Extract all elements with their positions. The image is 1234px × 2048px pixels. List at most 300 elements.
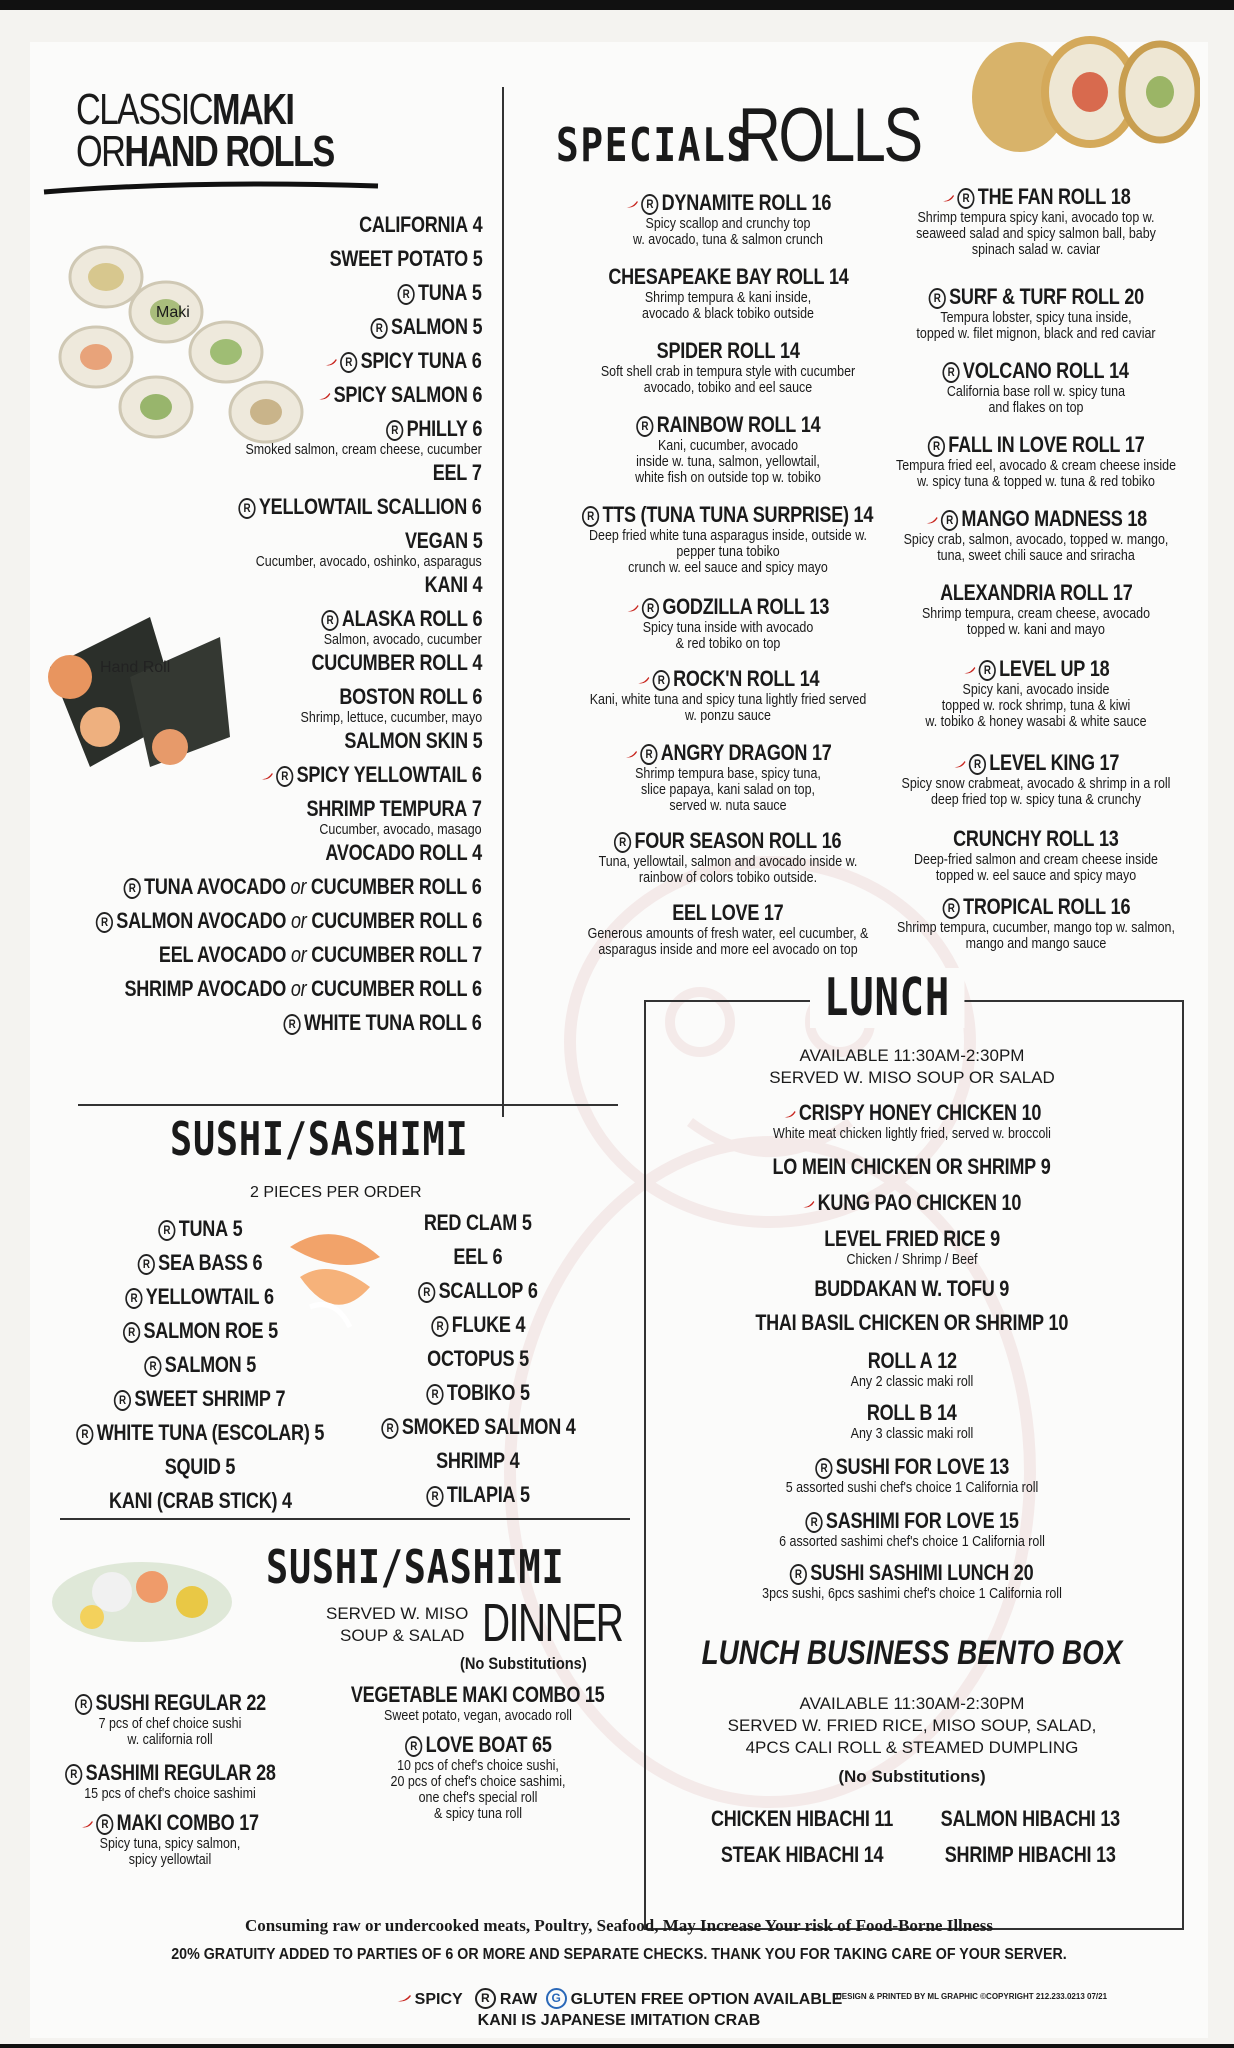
item-name-part: EEL AVOCADO [158, 942, 287, 967]
item-name: TUNA [418, 280, 468, 305]
footer-gratuity: 20% GRATUITY ADDED TO PARTIES OF 6 OR MORE AND SEPARATE CHECKS. THANK YOU FOR TAKING CARE OF YOUR SERVER. [171, 1946, 1067, 1963]
specials-roll-description: and flakes on top [988, 400, 1084, 416]
classic-maki-item [0, 382, 482, 408]
item-name-line [925, 506, 1147, 532]
sushi-item [278, 1244, 678, 1270]
item-price: 20 [1124, 284, 1144, 309]
item-price: 10 [1048, 1310, 1069, 1335]
item-name: SASHIMI FOR LOVE [825, 1508, 995, 1533]
raw-icon: R [641, 194, 658, 215]
item-price: 17 [811, 740, 832, 765]
dinner-description: spicy yellowtail [128, 1852, 212, 1868]
specials-roll-description: slice papaya, kani salad on top, [640, 782, 815, 798]
item-name-line [398, 280, 482, 306]
item-name-line [928, 284, 1143, 310]
specials-roll-description: Deep fried white tuna asparagus inside, outside w. [589, 528, 867, 544]
item-name: SALMON SKIN [343, 728, 468, 753]
specials-roll-description: avocado, tobiko and eel sauce [643, 380, 813, 396]
item-price: 6 [492, 1244, 503, 1269]
specials-roll-item [796, 580, 1234, 606]
item-price: 10 [1021, 1100, 1041, 1125]
item-name-line [418, 1278, 538, 1304]
item-price: 16 [1110, 894, 1130, 919]
bento-served-1: SERVED W. FRIED RICE, MISO SOUP, SALAD, [727, 1716, 1097, 1735]
dinner-item [278, 1682, 678, 1708]
lunch-item [644, 1226, 1180, 1252]
lunch-item-description: White meat chicken lightly fried, served w. broccoli [773, 1126, 1051, 1142]
item-name: SUSHI SASHIMI LUNCH [810, 1560, 1010, 1585]
item-name: EEL [433, 460, 468, 485]
raw-icon: R [158, 1220, 175, 1241]
dinner-description: & spicy tuna roll [433, 1806, 523, 1822]
item-price: 13 [989, 1454, 1009, 1479]
item-name-line [124, 874, 482, 900]
specials-roll-item [796, 750, 1234, 776]
sushi-item [278, 1482, 678, 1508]
dinner-description: 10 pcs of chef's choice sushi, [397, 1758, 559, 1774]
item-name: CALIFORNIA [358, 212, 468, 237]
spicy-pepper-icon [627, 603, 640, 613]
specials-roll-description: Shrimp tempura, cream cheese, avocado [921, 606, 1151, 622]
item-price: 4 [565, 1414, 576, 1439]
bento-availability: AVAILABLE 11:30AM-2:30PM [799, 1694, 1025, 1713]
item-price: 6 [472, 494, 482, 519]
raw-icon: R [65, 1764, 82, 1785]
item-price: 5 [472, 728, 482, 753]
item-price: 18 [1089, 656, 1110, 681]
classic-maki-item [0, 314, 482, 340]
dinner-title-2: DINNER [482, 1593, 623, 1653]
item-name: TUNA [178, 1216, 228, 1241]
specials-roll-description: w. ponzu sauce [685, 708, 771, 724]
item-price: 9 [999, 1276, 1010, 1301]
spicy-pepper-icon [963, 665, 976, 675]
spicy-pepper-icon [953, 759, 966, 769]
item-price: 5 [267, 1318, 278, 1343]
item-name: KANI [424, 572, 468, 597]
sushi-item [278, 1210, 678, 1236]
item-name: CUCUMBER ROLL [311, 650, 468, 675]
raw-icon: R [431, 1316, 448, 1337]
item-name: DYNAMITE ROLL [661, 190, 807, 215]
sushi-item [278, 1414, 678, 1440]
item-name: THAI BASIL CHICKEN OR SHRIMP [755, 1310, 1045, 1335]
item-price: 7 [275, 1386, 286, 1411]
item-price: 4 [509, 1448, 520, 1473]
item-name-line [359, 212, 482, 238]
top-border [0, 0, 1234, 10]
item-price: 6 [527, 1278, 538, 1303]
raw-icon: R [114, 1390, 131, 1411]
specials-roll-description: mango and mango sauce [965, 936, 1107, 952]
specials-roll-item [796, 656, 1234, 682]
item-price: 14 [1109, 358, 1130, 383]
lunch-item [644, 1400, 1180, 1426]
specials-roll-description: Kani, white tuna and spicy tuna lightly fried served [589, 692, 867, 708]
dinner-served-2: SOUP & SALAD [340, 1626, 465, 1645]
lunch-item-description: Chicken / Shrimp / Beef [846, 1252, 978, 1268]
raw-icon: R [96, 912, 113, 933]
item-price: 20 [1014, 1560, 1034, 1585]
item-name: ROLL A [867, 1348, 933, 1373]
item-price: 6 [472, 416, 482, 441]
item-price: 6 [472, 762, 482, 787]
item-name-line [783, 1100, 1041, 1126]
bottom-border [0, 2044, 1234, 2048]
item-name: THE FAN ROLL [977, 184, 1107, 209]
item-name-line [942, 894, 1130, 920]
classic-maki-item [0, 684, 482, 710]
dinner-no-substitutions: (No Substitutions) [460, 1654, 587, 1673]
specials-roll-description: Shrimp tempura spicy kani, avocado top w. [917, 210, 1155, 226]
legend-gluten-free: GLUTEN FREE OPTION AVAILABLE [570, 1991, 843, 2008]
item-name-line [74, 1690, 265, 1716]
raw-icon: R [74, 1694, 91, 1715]
specials-roll-description: topped w. eel sauce and spicy mayo [935, 868, 1137, 884]
lunch-item [644, 1100, 1180, 1126]
sushi-item [278, 1278, 678, 1304]
item-price: 17 [239, 1810, 260, 1835]
item-name: SMOKED SALMON [401, 1414, 561, 1439]
item-name-line [756, 1310, 1069, 1336]
dinner-description: Sweet potato, vegan, avocado roll [384, 1708, 572, 1724]
spicy-pepper-icon [325, 357, 338, 367]
item-name-part: CUCUMBER ROLL [311, 874, 468, 899]
item-name: BOSTON ROLL [339, 684, 468, 709]
item-name: MAKI COMBO [116, 1810, 235, 1835]
item-name: RED CLAM [424, 1210, 518, 1235]
specials-roll-item [796, 506, 1234, 532]
raw-icon: R [943, 362, 960, 383]
item-name: EEL [453, 1244, 488, 1269]
raw-icon: R [381, 1418, 398, 1439]
item-price: 16 [811, 190, 831, 215]
spicy-pepper-icon [81, 1819, 94, 1829]
item-name-line [325, 348, 482, 374]
item-price: 6 [472, 606, 482, 631]
specials-roll-description: Shrimp tempura, cucumber, mango top w. salmon, [897, 920, 1175, 936]
bento-title: LUNCH BUSINESS BENTO BOX [701, 1634, 1123, 1672]
lunch-item-description: 5 assorted sushi chef's choice 1 California roll [785, 1480, 1039, 1496]
classic-title-light: CLASSIC [76, 85, 212, 134]
specials-roll-description: Spicy tuna inside with avocado [642, 620, 814, 636]
item-name: SUSHI REGULAR [94, 1690, 242, 1715]
specials-roll-description: topped w. kani and mayo [967, 622, 1105, 638]
item-name-line [405, 528, 482, 554]
item-name: ALASKA ROLL [341, 606, 468, 631]
item-price: 14 [799, 666, 820, 691]
dinner-description: one chef's special roll [418, 1790, 538, 1806]
item-name-line [311, 650, 482, 676]
item-name-line [138, 1250, 263, 1276]
specials-roll-description: Generous amounts of fresh water, eel cucumber, & [587, 926, 869, 942]
specials-roll-item [796, 184, 1234, 210]
sashimi-platter-photo [42, 1532, 242, 1652]
spicy-pepper-icon [261, 771, 274, 781]
item-price: 7 [472, 460, 482, 485]
specials-roll-description: & red tobiko on top [675, 636, 781, 652]
maki-photo-label: Maki [156, 304, 190, 321]
specials-roll-description: Spicy scallop and crunchy top [645, 216, 811, 232]
lunch-item [644, 1560, 1180, 1586]
gluten-free-icon: G [546, 1988, 567, 2009]
item-price: 7 [472, 942, 482, 967]
lunch-served: SERVED W. MISO SOUP OR SALAD [769, 1068, 1055, 1087]
item-name-line [126, 1284, 275, 1310]
item-name: WHITE TUNA ROLL [304, 1010, 468, 1035]
lunch-item-description: Any 2 classic maki roll [850, 1374, 974, 1390]
item-price: 5 [246, 1352, 256, 1377]
item-price: 4 [515, 1312, 525, 1337]
item-price: 13 [1099, 826, 1119, 851]
item-name-or: or [286, 874, 312, 899]
raw-icon: R [941, 510, 958, 531]
raw-icon: R [405, 1736, 422, 1757]
lunch-item [644, 1276, 1180, 1302]
lunch-item [644, 1454, 1180, 1480]
item-name: SHRIMP TEMPURA [306, 796, 468, 821]
item-name: BUDDAKAN W. TOFU [814, 1276, 995, 1301]
item-name-line [65, 1760, 276, 1786]
item-price: 5 [232, 1216, 243, 1241]
item-name: LEVEL UP [998, 656, 1085, 681]
raw-icon: R [790, 1564, 807, 1585]
item-price: 13 [1100, 1806, 1120, 1831]
item-name-line [370, 314, 482, 340]
item-name-line [953, 750, 1119, 776]
spicy-pepper-icon [783, 1109, 796, 1119]
item-price: 6 [264, 1284, 275, 1309]
dinner-description: 15 pcs of chef's choice sashimi [84, 1786, 256, 1802]
classic-maki-item [0, 840, 482, 866]
lunch-item-description: Any 3 classic maki roll [850, 1426, 974, 1442]
specials-roll-description: Deep-fried salmon and cream cheese inside [914, 852, 1158, 868]
item-name-part: CUCUMBER ROLL [311, 976, 468, 1001]
raw-icon: R [652, 670, 669, 691]
item-name-line [109, 1488, 292, 1514]
item-price: 6 [472, 382, 482, 407]
classic-maki-item [0, 762, 482, 788]
classic-maki-description: Cucumber, avocado, masago [319, 822, 482, 838]
item-price: 15 [585, 1682, 605, 1707]
item-name-part: TUNA AVOCADO [144, 874, 287, 899]
item-name-line [790, 1560, 1034, 1586]
specials-roll-description: Tempura lobster, spicy tuna inside, [940, 310, 1132, 326]
legend-spicy: SPICY [414, 1991, 463, 2008]
item-name: VEGETABLE MAKI COMBO [351, 1682, 581, 1707]
item-price: 14 [828, 264, 849, 289]
item-price: 6 [472, 348, 482, 373]
item-name-line [325, 840, 482, 866]
item-name-line [158, 1216, 242, 1242]
item-name-line [657, 338, 800, 364]
classic-maki-description: Salmon, avocado, cucumber [323, 632, 482, 648]
item-price: 14 [779, 338, 800, 363]
classic-maki-item [0, 494, 482, 520]
item-name-or: or [286, 942, 312, 967]
footer-credit: DESIGN & PRINTED BY ML GRAPHIC ©COPYRIGHT 212.233.0213 07/21 [836, 1992, 1108, 2001]
item-name-line [824, 1226, 1000, 1252]
classic-maki-item [0, 460, 482, 486]
item-name: SPICY YELLOWTAIL [296, 762, 468, 787]
dinner-description: w. california roll [127, 1732, 213, 1748]
spicy-pepper-icon [637, 675, 650, 685]
item-price: 5 [472, 280, 482, 305]
item-name-line [672, 900, 783, 926]
item-name: ROCK'N ROLL [672, 666, 795, 691]
specials-roll-description: Tempura fried eel, avocado & cream cheese inside [895, 458, 1177, 474]
spicy-pepper-icon [625, 749, 638, 759]
title-brush-underline [42, 178, 382, 198]
specials-roll-description: Shrimp tempura base, spicy tuna, [635, 766, 821, 782]
dinner-served-1: SERVED W. MISO [326, 1604, 469, 1623]
dinner-item [278, 1732, 678, 1758]
item-price: 5 [314, 1420, 324, 1445]
specials-title-b: ROLLS [737, 93, 921, 178]
classic-maki-title [76, 85, 406, 176]
item-price: 4 [281, 1488, 292, 1513]
classic-title-or: OR [76, 127, 125, 176]
item-name-line [426, 1482, 529, 1508]
raw-icon: R [640, 744, 657, 765]
dinner-top-divider [60, 1518, 630, 1520]
hand-roll-photo-label: Hand Roll [100, 659, 171, 676]
raw-icon: R [928, 288, 945, 309]
classic-maki-item [0, 908, 482, 934]
specials-roll-item [796, 358, 1234, 384]
raw-icon: R [126, 1288, 143, 1309]
item-name-line [344, 728, 482, 754]
item-price: 65 [531, 1732, 552, 1757]
item-name: TTS (TUNA TUNA SURPRISE) [602, 502, 850, 527]
item-name-line [144, 1352, 256, 1378]
item-price: 17 [1099, 750, 1119, 775]
item-name: STEAK HIBACHI [720, 1842, 859, 1867]
sushi-item [278, 1380, 678, 1406]
raw-icon: R [276, 766, 293, 787]
specials-roll-description: avocado & black tobiko outside [642, 306, 814, 322]
raw-icon: R [426, 1486, 443, 1507]
item-name: PHILLY [406, 416, 468, 441]
lunch-item [644, 1154, 1180, 1180]
sushi-item [278, 1312, 678, 1338]
item-name-line [867, 1348, 956, 1374]
sushi-sashimi-title: SUSHI/SASHIMI [170, 1112, 469, 1166]
footer-warning: Consuming raw or undercooked meats, Poultry, Seafood, May Increase Your risk of Food-Borne Illness [244, 1916, 994, 1935]
item-price: 5 [472, 246, 482, 271]
item-name: RAINBOW ROLL [656, 412, 796, 437]
item-name-line [307, 796, 482, 822]
item-name-line [867, 1400, 957, 1426]
sushi-subtitle: 2 PIECES PER ORDER [250, 1184, 422, 1201]
item-name: TILAPIA [446, 1482, 516, 1507]
item-name: YELLOWTAIL SCALLION [259, 494, 468, 519]
item-name: SALMON HIBACHI [940, 1806, 1096, 1831]
item-name-line [711, 1806, 893, 1832]
item-name: SPICY TUNA [360, 348, 468, 373]
raw-icon: R [398, 284, 415, 305]
item-price: 5 [225, 1454, 236, 1479]
item-price: 4 [472, 840, 482, 865]
item-price: 5 [519, 1482, 530, 1507]
classic-title-hand-rolls: HAND ROLLS [124, 127, 334, 176]
specials-roll-description: Kani, cucumber, avocado [657, 438, 799, 454]
item-price: 13 [809, 594, 830, 619]
item-name-or: or [286, 976, 312, 1001]
item-name: ROLL B [867, 1400, 933, 1425]
item-name: SWEET POTATO [329, 246, 468, 271]
item-price: 6 [472, 908, 482, 933]
specials-roll-description: Soft shell crab in tempura style with cucumber [600, 364, 856, 380]
item-name-line [426, 1380, 529, 1406]
item-name-or: or [286, 908, 312, 933]
item-name-line [239, 494, 482, 520]
specials-title-a: SPECIALS [556, 118, 751, 172]
item-price: 14 [800, 412, 821, 437]
item-price: 14 [937, 1400, 957, 1425]
spicy-pepper-icon [318, 391, 331, 401]
item-name: LEVEL KING [989, 750, 1095, 775]
raw-icon: R [614, 832, 631, 853]
raw-icon: R [978, 660, 995, 681]
specials-roll-description: w. tobiko & honey wasabi & white sauce [925, 714, 1147, 730]
item-name: SEA BASS [158, 1250, 248, 1275]
item-name: MANGO MADNESS [961, 506, 1123, 531]
item-name: SPIDER ROLL [656, 338, 776, 363]
item-name-line [963, 656, 1109, 682]
item-name-line [351, 1682, 605, 1708]
specials-roll-description: Spicy kani, avocado inside [962, 682, 1110, 698]
spicy-pepper-icon [396, 1993, 412, 2003]
item-name: SUSHI FOR LOVE [835, 1454, 985, 1479]
spicy-pepper-icon [625, 199, 638, 209]
item-name-line [815, 1276, 1010, 1302]
item-price: 5 [472, 314, 482, 339]
item-name-line [386, 416, 482, 442]
legend-raw: RAW [499, 1991, 538, 2008]
item-name-line [159, 942, 482, 968]
item-name-line [433, 460, 482, 486]
lunch-item-description: 6 assorted sashimi chef's choice 1 California roll [779, 1534, 1045, 1550]
item-price: 12 [936, 1348, 957, 1373]
raw-icon: R [138, 1254, 155, 1275]
item-name: SPICY SALMON [333, 382, 468, 407]
raw-icon: R [76, 1424, 93, 1445]
item-name: CRUNCHY ROLL [953, 826, 1095, 851]
item-name: TOBIKO [446, 1380, 516, 1405]
spicy-pepper-icon [925, 515, 938, 525]
item-price: 9 [1041, 1154, 1052, 1179]
item-name-line [329, 246, 482, 272]
specials-roll-description: pepper tuna tobiko [676, 544, 780, 560]
item-name-line [928, 432, 1145, 458]
specials-roll-description: inside w. tuna, salmon, yellowtail, [636, 454, 820, 470]
item-name-line [165, 1454, 235, 1480]
item-name: OCTOPUS [427, 1346, 515, 1371]
item-price: 11 [874, 1806, 894, 1831]
item-name: KUNG PAO CHICKEN [818, 1190, 998, 1215]
raw-icon: R [96, 1814, 113, 1835]
classic-maki-item [0, 976, 482, 1002]
specials-roll-description: California base roll w. spicy tuna [946, 384, 1126, 400]
item-name-line [773, 1154, 1051, 1180]
item-name: CHICKEN HIBACHI [710, 1806, 870, 1831]
item-name: SCALLOP [438, 1278, 524, 1303]
item-name-line [636, 412, 820, 438]
hibachi-item [682, 1842, 922, 1868]
specials-roll-description: tuna, sweet chili sauce and sriracha [937, 548, 1135, 564]
raw-icon: R [426, 1384, 443, 1405]
